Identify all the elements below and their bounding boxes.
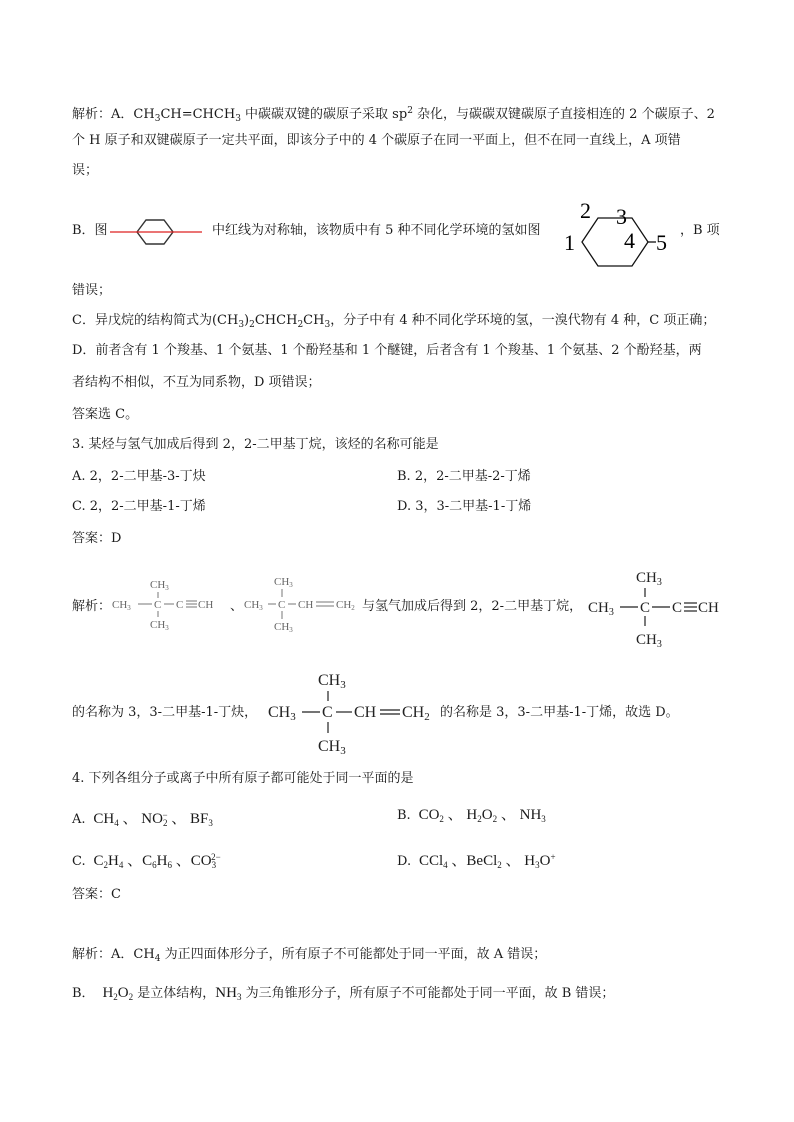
q3-option-a: A. 2，2-二甲基-3-丁炔: [72, 469, 206, 484]
ring-label-5: 5: [656, 230, 667, 255]
superscript: 2: [407, 106, 413, 116]
text: C．异戊烷的结构简式为(CH: [72, 313, 239, 328]
option-label: C.: [72, 854, 86, 869]
svg-text:C: C: [640, 600, 651, 616]
subscript: 3: [324, 320, 331, 330]
option-label: B．: [72, 986, 95, 1001]
hexagon-shape: [582, 218, 648, 266]
svg-text:C: C: [278, 599, 286, 611]
text: ，分子中有 4 种不同化学环境的氢，一溴代物有 4 种，C 项正确；: [330, 313, 716, 328]
analysis-b-text: 中红线为对称轴，该物质中有 5 种不同化学环境的氢如图: [212, 223, 541, 238]
ring-label-2: 2: [580, 198, 591, 223]
structure-large-alkyne: [588, 566, 728, 650]
subscript: 2: [249, 320, 255, 330]
analysis-b-tail: ，B 项: [680, 223, 720, 238]
q4-option-d: D. CCl$_4$ 、BeCl$_2$ 、 $H_3O^+$: [397, 852, 556, 870]
structure-small-alkyne: [110, 576, 228, 632]
q3-analysis-line2a: 的名称为 3，3-二甲基-1-丁炔，: [72, 705, 258, 720]
formula-part: CH: [133, 107, 155, 122]
option-label: D.: [397, 854, 412, 869]
svg-text:CH2: CH2: [402, 704, 430, 723]
text: 为正四面体形分子，所有原子不可能都处于同一平面，故 A 错误；: [160, 947, 547, 962]
structure-large-alkene: [268, 667, 438, 759]
svg-text:CH: CH: [198, 599, 214, 611]
analysis-c-line: [72, 311, 715, 335]
svg-text:C: C: [176, 599, 184, 611]
analysis-d-line1: D．前者含有 1 个羧基、1 个氨基、1 个酚羟基和 1 个醚键，后者含有 1 个羧基、1 个氨基、2 个酚羟基，两: [72, 343, 702, 358]
structure-separator: 、: [230, 599, 244, 614]
text: ): [244, 313, 250, 328]
q3-stem: 3. 某烃与氢气加成后得到 2，2-二甲基丁烷，该烃的名称可能是: [72, 437, 439, 452]
formula-part: CH=CHCH: [160, 107, 236, 122]
text: 杂化，与碳碳双键碳原子直接相连的 2 个碳原子、2: [412, 107, 715, 122]
ring-label-3: 3: [616, 204, 627, 229]
svg-text:CH3: CH3: [318, 738, 346, 757]
q3-option-b: B. 2，2-二甲基-2-丁烯: [397, 469, 531, 484]
ring-label-1: 1: [564, 230, 575, 255]
cyclohexane-axis-figure: [110, 212, 202, 252]
svg-text:C: C: [154, 599, 162, 611]
svg-text:CH3: CH3: [150, 619, 169, 632]
svg-text:CH3: CH3: [150, 579, 169, 592]
analysis-b-label: B．图: [72, 223, 108, 238]
svg-text:CH3: CH3: [318, 672, 346, 691]
q4-analysis-b: B． $H_2O_2$ 是立体结构，$NH_3$ 为三角锥形分子，所有原子不可能都处于同一平面，故 B 错误；: [72, 985, 615, 1002]
q4-stem: 4. 下列各组分子或离子中所有原子都可能处于同一平面的是: [72, 771, 414, 786]
svg-text:CH3: CH3: [274, 621, 293, 632]
text: 是立体结构，: [133, 986, 216, 1001]
analysis-d-line2: 者结构不相似，不互为同系物，D 项错误；: [72, 375, 321, 390]
analysis-a-line2: 个 H 原子和双键碳原子一定共平面，即该分子中的 4 个碳原子在同一平面上，但不在同一直线上，A 项错: [72, 133, 681, 148]
q4-analysis-a: [72, 945, 546, 969]
svg-text:CH3: CH3: [274, 576, 293, 589]
ring-label-4: 4: [624, 228, 635, 253]
svg-text:CH: CH: [354, 704, 377, 721]
q3-analysis-mid: 与氢气加成后得到 2，2-二甲基丁烷，: [362, 599, 583, 614]
svg-text:CH3: $CH_3$: [588, 600, 614, 618]
text: CHCH: [254, 313, 298, 328]
structure-small-alkene: [244, 572, 362, 632]
subscript: 4: [154, 954, 161, 964]
option-label: A.: [72, 812, 86, 827]
q3-option-d: D. 3，3-二甲基-1-丁烯: [397, 499, 532, 514]
q4-answer: 答案：C: [72, 887, 121, 902]
text: 中碳碳双键的碳原子采取 sp: [240, 107, 408, 122]
svg-text:CH3: $CH_3$: [636, 570, 662, 588]
svg-text:CH: CH: [298, 599, 314, 611]
text: A．CH: [111, 947, 155, 962]
analysis-prefix: 解析：: [72, 107, 112, 122]
svg-text:CH3: CH3: [112, 599, 131, 612]
svg-text:C: C: [672, 600, 683, 616]
cyclohexane-labeled-figure: [558, 196, 676, 276]
option-label: B.: [397, 808, 411, 823]
svg-text:CH3: $CH_3$: [636, 632, 662, 650]
svg-text:CH2: CH2: [336, 599, 355, 612]
svg-text:CH3: CH3: [268, 704, 296, 723]
subscript: 2: [297, 320, 304, 330]
analysis-prefix: 解析：: [72, 947, 112, 962]
text: CH: [303, 313, 325, 328]
q3-answer: 答案：D: [72, 531, 122, 546]
q4-option-b: B. $CO_2$ 、 $H_2O_2$ 、 $NH_3$: [397, 807, 546, 824]
subscript: 3: [154, 114, 161, 124]
svg-text:CH: CH: [698, 600, 719, 616]
analysis-a-line3: 误；: [72, 163, 99, 178]
option-label: A．: [111, 107, 134, 122]
svg-text:CH3: CH3: [244, 599, 263, 612]
subscript: 3: [235, 114, 241, 124]
q4-option-c: C. $C_2H_4$ 、$C_6H_6$ 、$CO_3^{2-}$: [72, 852, 221, 870]
subscript: 3: [238, 320, 245, 330]
q4-option-a: A. $CH_4$ 、 $NO_2^-$ 、 $BF_3$: [72, 810, 213, 828]
q3-option-c: C. 2，2-二甲基-1-丁烯: [72, 499, 206, 514]
analysis-b-line2: 错误；: [72, 283, 112, 298]
q3-analysis-line2b: 的名称是 3，3-二甲基-1-丁烯，故选 D。: [440, 705, 679, 720]
q3-analysis-prefix: 解析：: [72, 599, 112, 614]
text: 为三角锥形分子，所有原子不可能都处于同一平面，故 B 错误；: [241, 986, 615, 1001]
answer-prev: 答案选 C。: [72, 407, 139, 422]
analysis-a-line1: [72, 101, 715, 129]
svg-text:C: C: [322, 704, 333, 721]
